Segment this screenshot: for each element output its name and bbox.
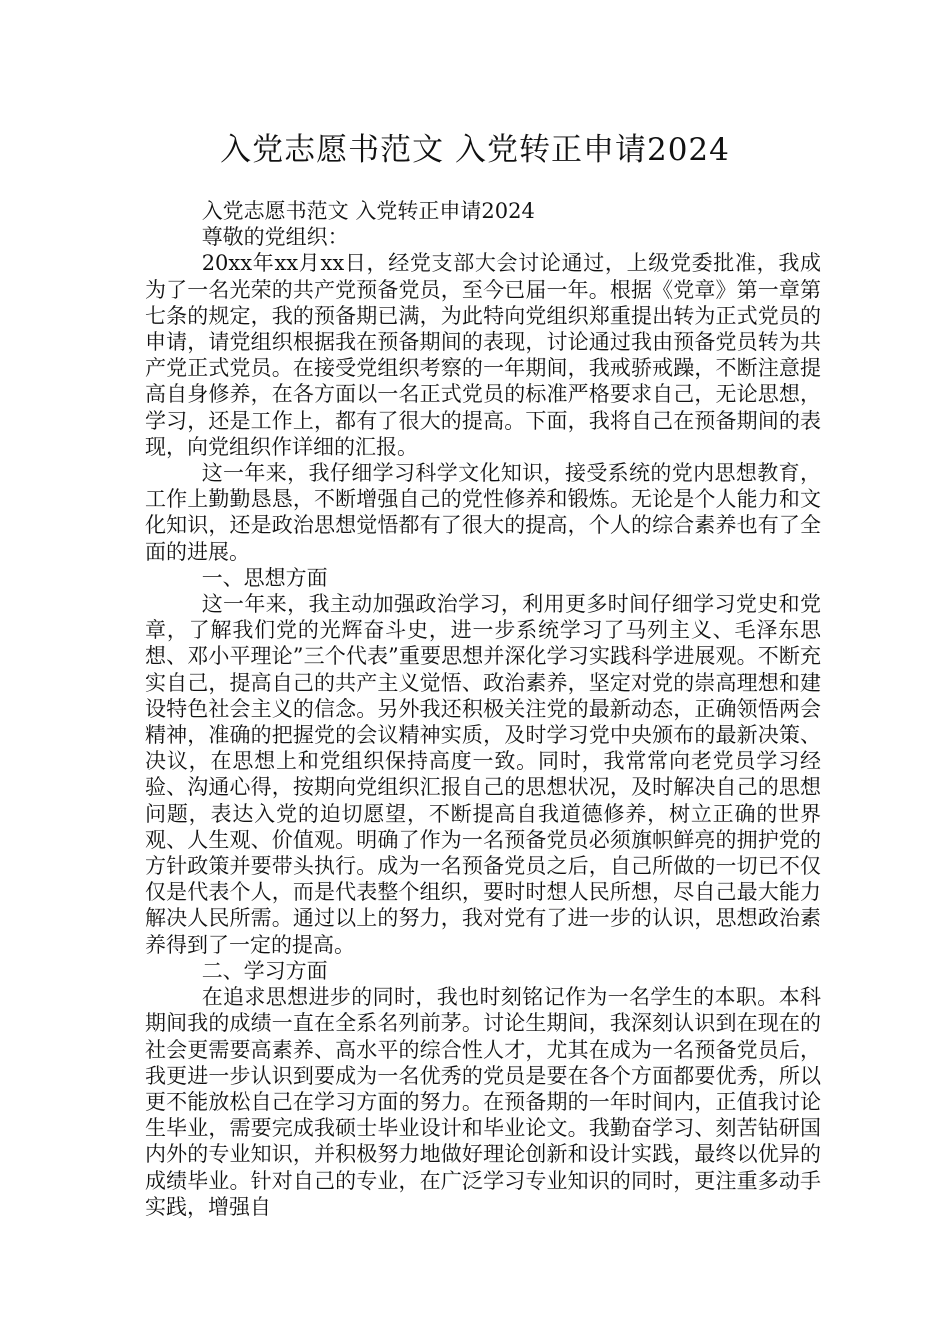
section-heading-thought: 一、思想方面 [201,565,328,590]
paragraph-intro: 20xx年xx月xx日，经党支部大会讨论通过，上级党委批准，我成为了一名光荣的共产党预备党员，至今已届一年。根据《党章》第一章第七条的规定，我的预备期已满，为此特向党组织郑重提出转为正式党员的申请，请党组织根据我在预备期间的表现，讨论通过我由预备党员转为共产党正式党员。在接受党组织考察的一年期间，我戒骄戒躁，不断注意提高自身修养，在各方面以一名正式党员的标准严格要求自己，无论思想，学习，还是工作上，都有了很大的提高。下面，我将自己在预备期间的表现，向党组织作详细的汇报。 [145,251,821,459]
document-body [145,198,821,1220]
salutation: 尊敬的党组织： [201,225,349,250]
paragraph-summary: 这一年来，我仔细学习科学文化知识，接受系统的党内思想教育，工作上勤勤恳恳，不断增强自己的党性修养和锻炼。无论是个人能力和文化知识，还是政治思想觉悟都有了很大的提高，个人的综合素养也有了全面的进展。 [145,461,821,564]
paragraph-thought: 这一年来，我主动加强政治学习，利用更多时间仔细学习党史和党章，了解我们党的光辉奋斗史，进一步系统学习了马列主义、毛泽东思想、邓小平理论”三个代表”重要思想并深化学习实践科学进展观。不断充实自己，提高自己的共产主义觉悟、政治素养，坚定对党的崇高理想和建设特色社会主义的信念。另外我还积极关注党的最新动态，正确领悟两会精神，准确的把握党的会议精神实质，及时学习党中央颁布的最新决策、决议，在思想上和党组织保持高度一致。同时，我常常向老党员学习经验、沟通心得，按期向党组织汇报自己的思想状况，及时解决自己的思想问题，表达入党的迫切愿望，不断提高自我道德修养，树立正确的世界观、人生观、价值观。明确了作为一名预备党员必须旗帜鲜亮的拥护党的方针政策并要带头执行。成为一名预备党员之后，自己所做的一切已不仅仅是代表个人，而是代表整个组织，要时时想人民所想，尽自己最大能力解决人民所需。通过以上的努力，我对党有了进一步的认识，思想政治素养得到了一定的提高。 [145,592,821,957]
document-title: 入党志愿书范文 入党转正申请2024 [220,132,730,168]
paragraph-study: 在追求思想进步的同时，我也时刻铭记作为一名学生的本职。本科期间我的成绩一直在全系名列前茅。讨论生期间，我深刻认识到在现在的社会更需要高素养、高水平的综合性人才，尤其在成为一名预备党员后，我更进一步认识到要成为一名优秀的党员是要在各个方面都要优秀，所以更不能放松自己在学习方面的努力。在预备期的一年时间内，正值我讨论生毕业，需要完成我硕士毕业设计和毕业论文。我勤奋学习、刻苦钻研国内外的专业知识，并积极努力地做好理论创新和设计实践，最终以优异的成绩毕业。针对自己的专业，在广泛学习专业知识的同时，更注重多动手实践，增强自 [145,985,821,1219]
subtitle-line: 入党志愿书范文 入党转正申请2024 [201,199,535,223]
section-heading-study: 二、学习方面 [201,958,328,983]
